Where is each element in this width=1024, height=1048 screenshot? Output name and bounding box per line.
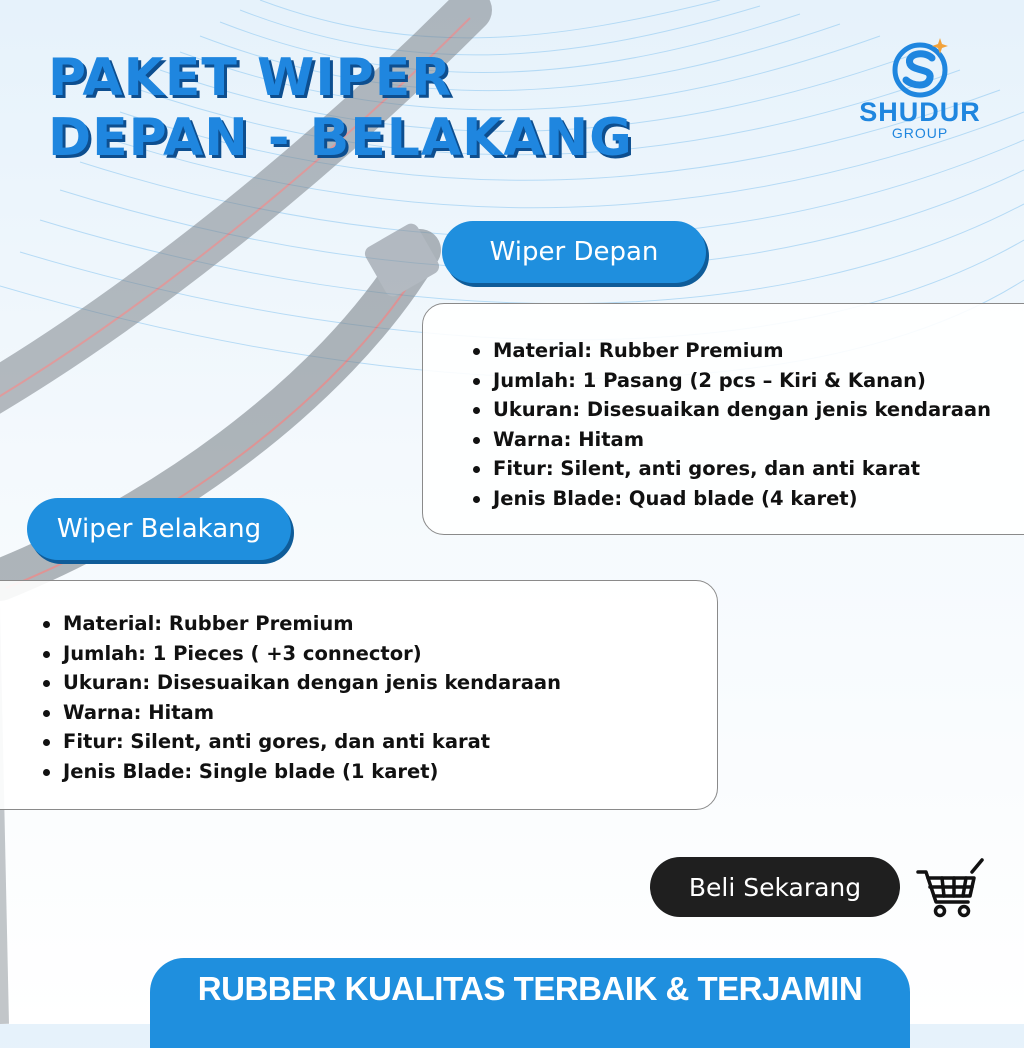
footer-tagline: RUBBER KUALITAS TERBAIK & TERJAMIN: [197, 970, 863, 1007]
rear-spec-list: [41, 609, 561, 786]
brand-logo: [852, 36, 988, 160]
logo-brand-text: SHUDUR: [859, 97, 981, 127]
spec-item: Fitur: Silent, anti gores, dan anti karat: [471, 454, 991, 484]
spec-item: Warna: Hitam: [41, 698, 561, 728]
wiper-belakang-label: Wiper Belakang: [27, 498, 291, 560]
page-title: [48, 48, 633, 168]
title-line-1: PAKET WIPER: [48, 48, 453, 108]
spec-item: Jenis Blade: Single blade (1 karet): [41, 757, 561, 787]
footer-banner: [150, 958, 910, 1048]
title-line-2: DEPAN - BELAKANG: [48, 108, 633, 168]
spec-item: Ukuran: Disesuaikan dengan jenis kendaraan: [471, 395, 991, 425]
spec-item: Ukuran: Disesuaikan dengan jenis kendaraan: [41, 668, 561, 698]
logo-sub-text: GROUP: [891, 125, 949, 141]
rear-spec-card: [0, 580, 718, 810]
spec-item: Warna: Hitam: [471, 425, 991, 455]
spec-item: Jumlah: 1 Pieces ( +3 connector): [41, 639, 561, 669]
wiper-depan-label: Wiper Depan: [442, 221, 706, 283]
shudur-s-logo-icon: [888, 36, 952, 98]
shopping-cart-icon[interactable]: [916, 858, 984, 918]
buy-now-button[interactable]: Beli Sekarang: [650, 857, 900, 917]
spec-item: Jenis Blade: Quad blade (4 karet): [471, 484, 991, 514]
front-spec-card: [422, 303, 1024, 535]
front-spec-list: [471, 336, 991, 513]
spec-item: Jumlah: 1 Pasang (2 pcs – Kiri & Kanan): [471, 366, 991, 396]
spec-item: Material: Rubber Premium: [41, 609, 561, 639]
spec-item: Material: Rubber Premium: [471, 336, 991, 366]
spec-item: Fitur: Silent, anti gores, dan anti karat: [41, 727, 561, 757]
